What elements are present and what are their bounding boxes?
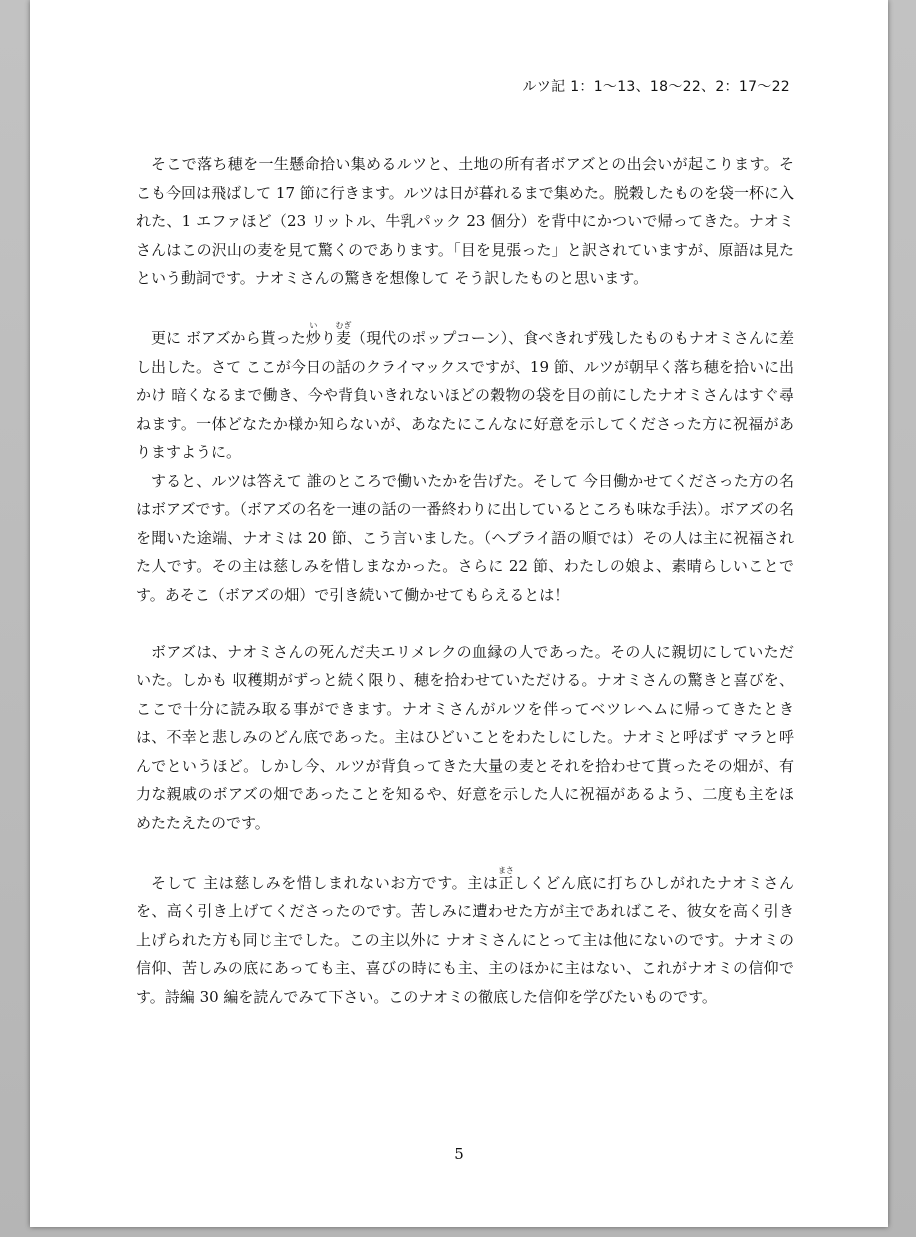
document-page <box>30 0 888 1227</box>
paragraph-2-text-after: （現代のポップコーン）、食べきれず残したものもナオミさんに差し出した。さて ここが今日の話のクライマックスですが、19 節、ルツが朝早く落ち穂を拾いに出かけ 暗くなるまで働き、今や背負いきれないほどの穀物の袋を目の前にしたナオミさんはすぐ尋ねます。一体どなたか様か知らないが、あなたにこんなに好意を示してくださった方に祝福がありますように。 <box>136 329 794 461</box>
ruby-iri: 炒い <box>305 321 321 347</box>
paragraph-2-text-mid: り <box>320 329 336 347</box>
ruby-masa: 正まさ <box>497 865 514 892</box>
paragraph-4: ボアズは、ナオミさんの死んだ夫エリメレクの血縁の人であった。その人に親切にしていただいた。しかも 収穫期がずっと続く限り、穂を拾わせていただける。ナオミさんの驚きと喜びを、ここで十分に読み取る事ができます。ナオミさんがルツを伴ってベツレヘムに帰ってきたときは、不幸と悲しみのどん底であった。主はひどいことをわたしにした。ナオミと呼ばず マラと呼んでというほど。しかし今、ルツが背負ってきた大量の麦とそれを拾わせて貰ったその畑が、有力な親戚のボアズの畑であったことを知るや、好意を示した人に祝福があるよう、二度も主をほめたたえたのです。 <box>136 642 794 832</box>
scripture-reference: ルツ記 1：1〜13、18〜22、2：17〜22 <box>522 79 790 95</box>
body-text <box>136 150 794 1011</box>
ruby-mugi: 麦むぎ <box>335 321 352 347</box>
paragraph-2-text-before: 更に ボアズから貰った <box>151 329 306 347</box>
paragraph-1: そこで落ち穂を一生懸命拾い集めるルツと、土地の所有者ボアズとの出会いが起こります。そこも今回は飛ばして 17 節に行きます。ルツは日が暮れるまで集めた。脱穀したものを袋一杯に入れた、1 エファほど（23 リットル、牛乳パック 23 個分）を背中にかついで帰ってきた。ナオミさんはこの沢山の麦を見て驚くのであります。「目を見張った」と訳されていますが、原語は見たという動詞です。ナオミさんの驚きを想像して そう訳したものと思います。 <box>136 155 794 287</box>
page-number: 5 <box>454 1145 464 1163</box>
paragraph-5-text-before: そして 主は慈しみを惜しまれないお方です。主は <box>151 873 499 892</box>
paragraph-3: すると、ルツは答えて 誰のところで働いたかを告げた。そして 今日働かせてくださった方の名はボアズです。（ボアズの名を一連の話の一番終わりに出しているところも味な手法）。ボアズの名を聞いた途端、ナオミは 20 節、こう言いました。（ヘブライ語の順では）その人は主に祝福された人です。その主は慈しみを惜しまなかった。さらに 22 節、わたしの娘よ、素晴らしいことです。あそこ（ボアズの畑）で引き続いて働かせてもらえるとは！ <box>136 471 794 604</box>
paragraph-5-text-after: しくどん底に打ちひしがれたナオミさんを、高く引き上げてくださったのです。苦しみに遭わせた方が主であればこそ、彼女を高く引き上げられた方も同じ主でした。この主以外に ナオミさんにとって主は他にないのです。ナオミの信仰、苦しみの底にあっても主、喜びの時にも主、主のほかに主はない、これがナオミの信仰です。詩編 30 編を読んでみて下さい。このナオミの徹底した信仰を学びたいものです。 <box>136 873 794 1006</box>
paragraph-5 <box>136 866 794 1012</box>
paragraph-2 <box>136 321 794 467</box>
